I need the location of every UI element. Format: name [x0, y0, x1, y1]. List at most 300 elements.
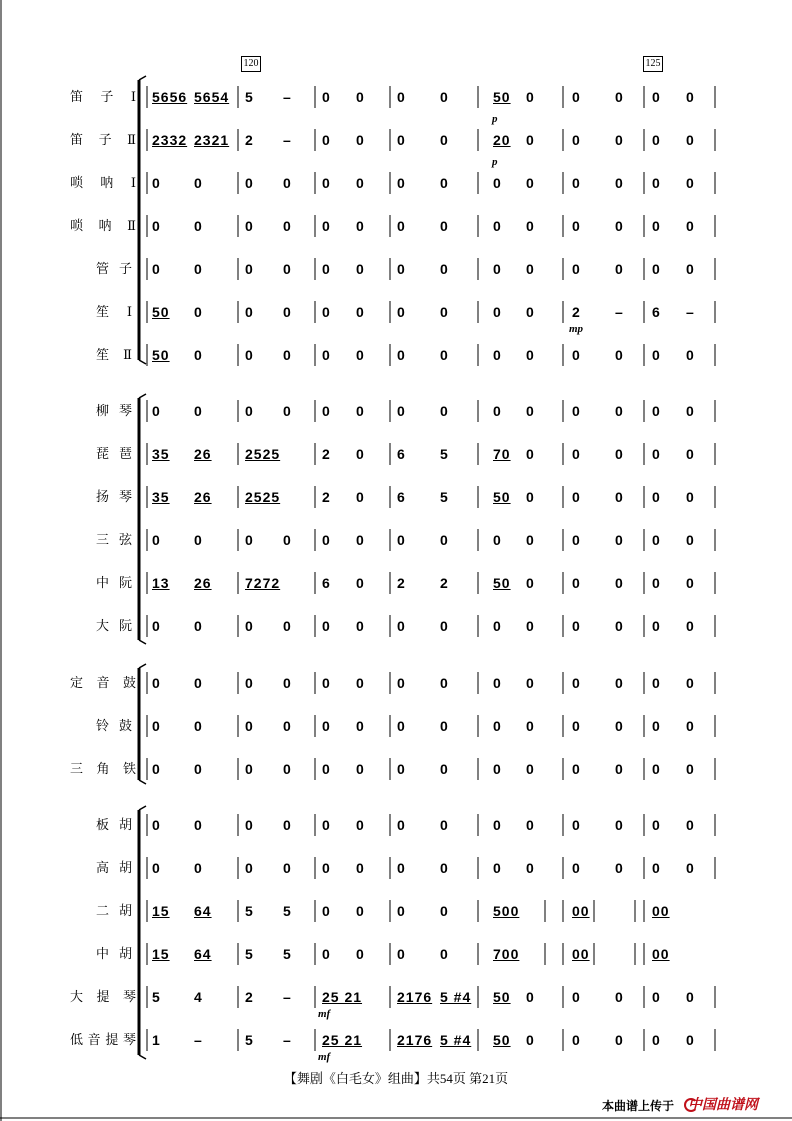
- note-cell: 0: [526, 718, 535, 734]
- note-cell: –: [686, 304, 695, 320]
- dynamic-mark: mf: [318, 1008, 331, 1020]
- group-bracket-cap: [139, 664, 146, 668]
- note-cell: 0: [283, 718, 292, 734]
- note-cell: 0: [615, 446, 624, 462]
- note-cell: 0: [493, 761, 502, 777]
- dynamic-mark: mp: [569, 323, 584, 335]
- instrument-name: 定音鼓: [70, 675, 136, 690]
- note-cell: 0: [615, 403, 624, 419]
- group-bracket-cap: [139, 806, 146, 810]
- note-cell: 0: [686, 860, 695, 876]
- note-cell: 0: [686, 618, 695, 634]
- note-cell: 0: [397, 347, 406, 363]
- note-cell: 0: [526, 575, 535, 591]
- note-cell: 15: [152, 903, 170, 919]
- note-cell: 0: [283, 403, 292, 419]
- note-cell: 0: [526, 347, 535, 363]
- note-cell: 0: [572, 761, 581, 777]
- note-cell: 0: [194, 403, 203, 419]
- note-cell: 0: [572, 175, 581, 191]
- note-cell: 0: [322, 618, 331, 634]
- note-cell: 0: [615, 89, 624, 105]
- note-cell: 0: [356, 761, 365, 777]
- note-cell: 0: [526, 860, 535, 876]
- note-cell: 0: [397, 304, 406, 320]
- note-cell: 0: [572, 718, 581, 734]
- note-cell: 0: [356, 218, 365, 234]
- note-cell: 0: [245, 218, 254, 234]
- note-cell: 0: [194, 718, 203, 734]
- note-cell: 0: [283, 532, 292, 548]
- note-cell: 0: [686, 347, 695, 363]
- note-cell: 0: [440, 175, 449, 191]
- note-cell: –: [283, 1032, 292, 1048]
- note-cell: 0: [493, 218, 502, 234]
- note-cell: 0: [440, 618, 449, 634]
- note-cell: 0: [322, 261, 331, 277]
- instrument-name: 中阮: [96, 575, 132, 590]
- note-cell: 0: [526, 175, 535, 191]
- note-cell: 0: [572, 860, 581, 876]
- note-cell: 0: [686, 761, 695, 777]
- note-cell: 0: [194, 860, 203, 876]
- note-cell: 0: [686, 489, 695, 505]
- note-cell: 0: [397, 218, 406, 234]
- note-cell: 0: [356, 946, 365, 962]
- note-cell: 0: [615, 489, 624, 505]
- note-cell: 0: [526, 989, 535, 1005]
- note-cell: 0: [572, 218, 581, 234]
- note-cell: 0: [526, 761, 535, 777]
- note-cell: 0: [397, 403, 406, 419]
- note-cell: 0: [493, 718, 502, 734]
- note-cell: 0: [397, 532, 406, 548]
- note-cell: 0: [493, 618, 502, 634]
- note-cell: 0: [652, 446, 661, 462]
- note-cell: 0: [322, 718, 331, 734]
- group-bracket-cap: [139, 780, 146, 784]
- note-cell: 0: [493, 304, 502, 320]
- note-cell: 0: [194, 817, 203, 833]
- note-cell: 0: [152, 218, 161, 234]
- note-cell: 0: [572, 347, 581, 363]
- note-cell: 0: [652, 175, 661, 191]
- note-cell: 0: [615, 618, 624, 634]
- note-cell: 25 21: [322, 989, 363, 1005]
- note-cell: 0: [493, 403, 502, 419]
- note-cell: 5: [440, 446, 449, 462]
- note-cell: 0: [283, 618, 292, 634]
- note-cell: 0: [652, 532, 661, 548]
- note-cell: 0: [440, 718, 449, 734]
- note-cell: 0: [356, 575, 365, 591]
- note-cell: 0: [194, 347, 203, 363]
- note-cell: 0: [652, 218, 661, 234]
- note-cell: 0: [440, 903, 449, 919]
- note-cell: 5: [283, 903, 292, 919]
- note-cell: 0: [322, 132, 331, 148]
- note-cell: 5: [152, 989, 161, 1005]
- group-bracket-cap: [139, 1055, 146, 1059]
- note-cell: 50: [493, 575, 511, 591]
- note-cell: 0: [686, 175, 695, 191]
- note-cell: 0: [440, 817, 449, 833]
- note-cell: 0: [652, 261, 661, 277]
- note-cell: 35: [152, 489, 170, 505]
- note-cell: 0: [440, 860, 449, 876]
- note-cell: 0: [152, 403, 161, 419]
- note-cell: 0: [322, 817, 331, 833]
- note-cell: 00: [572, 903, 590, 919]
- note-cell: 0: [152, 817, 161, 833]
- note-cell: 0: [245, 175, 254, 191]
- note-cell: 0: [245, 532, 254, 548]
- page-footer: 【舞剧《白毛女》组曲】共54页 第21页: [283, 1071, 509, 1086]
- note-cell: 0: [194, 175, 203, 191]
- note-cell: 5: [440, 489, 449, 505]
- note-cell: 0: [245, 718, 254, 734]
- note-cell: 0: [245, 817, 254, 833]
- note-cell: 4: [194, 989, 203, 1005]
- note-cell: 0: [572, 261, 581, 277]
- note-cell: 5 #4: [440, 989, 472, 1005]
- note-cell: 0: [356, 89, 365, 105]
- note-cell: 0: [322, 347, 331, 363]
- note-cell: 0: [322, 218, 331, 234]
- note-cell: 500: [493, 903, 520, 919]
- note-cell: 00: [652, 946, 670, 962]
- note-cell: –: [283, 89, 292, 105]
- instrument-name: 笙Ⅱ: [96, 347, 132, 362]
- note-cell: 0: [652, 89, 661, 105]
- note-cell: 0: [397, 817, 406, 833]
- note-cell: 0: [526, 446, 535, 462]
- note-cell: 0: [152, 532, 161, 548]
- uploader-label: 本曲谱上传于: [602, 1099, 675, 1113]
- note-cell: –: [283, 989, 292, 1005]
- measure-number-120: 120: [241, 56, 261, 72]
- note-cell: 0: [397, 675, 406, 691]
- note-cell: 2: [440, 575, 449, 591]
- note-cell: 26: [194, 575, 212, 591]
- note-cell: 0: [615, 175, 624, 191]
- instrument-name: 柳琴: [96, 403, 132, 418]
- note-cell: 7272: [245, 575, 281, 591]
- note-cell: 0: [397, 89, 406, 105]
- note-cell: 0: [397, 175, 406, 191]
- note-cell: 0: [686, 675, 695, 691]
- note-cell: 0: [526, 618, 535, 634]
- note-cell: 0: [194, 218, 203, 234]
- note-cell: 5: [245, 89, 254, 105]
- note-cell: 0: [615, 989, 624, 1005]
- instrument-name: 低音提琴: [70, 1032, 136, 1047]
- note-cell: 0: [245, 347, 254, 363]
- note-cell: 0: [526, 817, 535, 833]
- note-cell: 50: [152, 347, 170, 363]
- note-cell: 50: [493, 489, 511, 505]
- note-cell: 0: [397, 860, 406, 876]
- note-cell: 0: [652, 675, 661, 691]
- note-cell: 0: [686, 218, 695, 234]
- note-cell: 0: [245, 261, 254, 277]
- note-cell: 00: [652, 903, 670, 919]
- note-cell: 0: [615, 817, 624, 833]
- note-cell: 0: [686, 261, 695, 277]
- note-cell: 0: [652, 718, 661, 734]
- note-cell: 00: [572, 946, 590, 962]
- instrument-name: 唢呐Ⅰ: [70, 175, 136, 190]
- note-cell: 0: [245, 860, 254, 876]
- note-cell: 0: [152, 261, 161, 277]
- note-cell: 0: [652, 1032, 661, 1048]
- note-cell: 0: [440, 403, 449, 419]
- note-cell: 2: [322, 446, 331, 462]
- note-cell: 0: [356, 817, 365, 833]
- note-cell: 15: [152, 946, 170, 962]
- note-cell: 0: [356, 860, 365, 876]
- note-cell: 6: [397, 446, 406, 462]
- group-bracket-cap: [139, 394, 146, 398]
- note-cell: 0: [152, 618, 161, 634]
- note-cell: 2: [397, 575, 406, 591]
- note-cell: 0: [245, 761, 254, 777]
- note-cell: 0: [572, 675, 581, 691]
- note-cell: 0: [245, 304, 254, 320]
- note-cell: 2525: [245, 446, 281, 462]
- note-cell: 1: [152, 1032, 161, 1048]
- note-cell: 0: [652, 575, 661, 591]
- note-cell: 2: [245, 989, 254, 1005]
- note-cell: 0: [322, 403, 331, 419]
- note-cell: 0: [322, 903, 331, 919]
- note-cell: 0: [397, 618, 406, 634]
- note-cell: 0: [572, 575, 581, 591]
- note-cell: 0: [356, 132, 365, 148]
- note-cell: 5: [245, 1032, 254, 1048]
- note-cell: 0: [493, 532, 502, 548]
- note-cell: 0: [526, 403, 535, 419]
- instrument-name: 大阮: [96, 618, 132, 633]
- note-cell: 0: [493, 175, 502, 191]
- note-cell: 0: [245, 675, 254, 691]
- note-cell: 0: [526, 218, 535, 234]
- note-cell: 0: [572, 489, 581, 505]
- instrument-name: 唢呐Ⅱ: [70, 218, 136, 233]
- note-cell: 0: [615, 575, 624, 591]
- note-cell: 5: [283, 946, 292, 962]
- note-cell: 0: [194, 532, 203, 548]
- note-cell: 0: [397, 761, 406, 777]
- note-cell: 0: [440, 761, 449, 777]
- note-cell: 0: [356, 446, 365, 462]
- note-cell: 0: [686, 989, 695, 1005]
- note-cell: 0: [686, 89, 695, 105]
- note-cell: 0: [245, 618, 254, 634]
- note-cell: 0: [322, 860, 331, 876]
- note-cell: 0: [397, 946, 406, 962]
- note-cell: 0: [572, 132, 581, 148]
- note-cell: 2: [572, 304, 581, 320]
- dynamic-mark: p: [492, 156, 498, 168]
- note-cell: 0: [615, 1032, 624, 1048]
- note-cell: –: [194, 1032, 203, 1048]
- note-cell: 0: [356, 532, 365, 548]
- note-cell: 0: [615, 718, 624, 734]
- note-cell: 2525: [245, 489, 281, 505]
- note-cell: 0: [152, 718, 161, 734]
- note-cell: 0: [356, 304, 365, 320]
- note-cell: 0: [322, 675, 331, 691]
- note-cell: 0: [615, 261, 624, 277]
- note-cell: 0: [652, 989, 661, 1005]
- note-cell: 0: [686, 132, 695, 148]
- note-cell: 50: [493, 89, 511, 105]
- note-cell: –: [615, 304, 624, 320]
- dynamic-mark: p: [492, 113, 498, 125]
- note-cell: 700: [493, 946, 520, 962]
- note-cell: 0: [440, 261, 449, 277]
- note-cell: 0: [526, 261, 535, 277]
- note-cell: 0: [652, 489, 661, 505]
- note-cell: 0: [322, 304, 331, 320]
- instrument-name: 高胡: [96, 860, 132, 875]
- instrument-name: 笙Ⅰ: [96, 304, 132, 319]
- note-cell: 0: [283, 860, 292, 876]
- note-cell: 0: [572, 403, 581, 419]
- note-cell: 0: [283, 304, 292, 320]
- note-cell: 0: [397, 903, 406, 919]
- note-cell: 0: [356, 403, 365, 419]
- note-cell: 0: [686, 403, 695, 419]
- note-cell: 0: [686, 575, 695, 591]
- note-cell: 0: [440, 347, 449, 363]
- note-cell: 0: [356, 675, 365, 691]
- dynamic-mark: mf: [318, 1051, 331, 1063]
- note-cell: 25 21: [322, 1032, 363, 1048]
- note-cell: –: [283, 132, 292, 148]
- note-cell: 26: [194, 446, 212, 462]
- note-cell: 5: [245, 903, 254, 919]
- note-cell: 0: [397, 261, 406, 277]
- note-cell: 0: [615, 218, 624, 234]
- note-cell: 0: [572, 446, 581, 462]
- note-cell: 0: [652, 860, 661, 876]
- note-cell: 0: [194, 261, 203, 277]
- instrument-name: 二胡: [96, 903, 132, 918]
- note-cell: 35: [152, 446, 170, 462]
- note-cell: 0: [283, 175, 292, 191]
- note-cell: 0: [652, 618, 661, 634]
- note-cell: 0: [652, 761, 661, 777]
- note-cell: 0: [526, 532, 535, 548]
- note-cell: 0: [652, 132, 661, 148]
- note-cell: 0: [526, 89, 535, 105]
- note-cell: 0: [493, 261, 502, 277]
- note-cell: 0: [322, 89, 331, 105]
- note-cell: 0: [686, 1032, 695, 1048]
- note-cell: 0: [356, 347, 365, 363]
- note-cell: 0: [356, 718, 365, 734]
- note-cell: 0: [572, 1032, 581, 1048]
- note-cell: 0: [615, 532, 624, 548]
- note-cell: 0: [152, 175, 161, 191]
- note-cell: 0: [686, 718, 695, 734]
- note-cell: 0: [572, 618, 581, 634]
- note-cell: 0: [356, 175, 365, 191]
- note-cell: 2: [245, 132, 254, 148]
- note-cell: 0: [652, 817, 661, 833]
- note-cell: 0: [440, 946, 449, 962]
- note-cell: 0: [356, 489, 365, 505]
- note-cell: 2: [322, 489, 331, 505]
- note-cell: 2176: [397, 1032, 433, 1048]
- note-cell: 0: [526, 489, 535, 505]
- note-cell: 0: [652, 347, 661, 363]
- note-cell: 0: [440, 218, 449, 234]
- instrument-name: 板胡: [96, 817, 132, 832]
- instrument-name: 三弦: [96, 532, 132, 547]
- note-cell: 6: [397, 489, 406, 505]
- note-cell: 0: [615, 347, 624, 363]
- note-cell: 0: [493, 347, 502, 363]
- note-cell: 0: [572, 89, 581, 105]
- instrument-name: 大提琴: [70, 989, 136, 1004]
- note-cell: 0: [615, 675, 624, 691]
- group-bracket-cap: [139, 640, 146, 644]
- measure-number-125: 125: [643, 56, 663, 72]
- note-cell: 64: [194, 903, 212, 919]
- note-cell: 0: [652, 403, 661, 419]
- note-cell: 5656: [152, 89, 188, 105]
- note-cell: 0: [356, 903, 365, 919]
- note-cell: 0: [526, 1032, 535, 1048]
- note-cell: 0: [526, 675, 535, 691]
- note-cell: 0: [152, 675, 161, 691]
- note-cell: 2321: [194, 132, 230, 148]
- note-cell: 0: [283, 675, 292, 691]
- note-cell: 0: [322, 532, 331, 548]
- note-cell: 0: [686, 817, 695, 833]
- note-cell: 0: [322, 761, 331, 777]
- note-cell: 0: [493, 675, 502, 691]
- site-name[interactable]: 中国曲谱网: [688, 1096, 758, 1112]
- note-cell: 0: [493, 860, 502, 876]
- note-cell: 0: [283, 817, 292, 833]
- note-cell: 0: [356, 261, 365, 277]
- note-cell: 20: [493, 132, 511, 148]
- note-cell: 6: [322, 575, 331, 591]
- note-cell: 2332: [152, 132, 188, 148]
- instrument-name: 琵琶: [96, 446, 132, 461]
- note-cell: 0: [322, 175, 331, 191]
- note-cell: 0: [397, 132, 406, 148]
- note-cell: 0: [194, 675, 203, 691]
- group-bracket-cap: [139, 76, 146, 80]
- note-cell: 0: [194, 761, 203, 777]
- note-cell: 0: [572, 817, 581, 833]
- note-cell: 0: [152, 761, 161, 777]
- note-cell: 5: [245, 946, 254, 962]
- note-cell: 0: [526, 304, 535, 320]
- note-cell: 0: [615, 860, 624, 876]
- note-cell: 6: [652, 304, 661, 320]
- note-cell: 0: [194, 618, 203, 634]
- note-cell: 26: [194, 489, 212, 505]
- note-cell: 0: [440, 89, 449, 105]
- note-cell: 50: [493, 989, 511, 1005]
- instrument-name: 管子: [96, 261, 132, 276]
